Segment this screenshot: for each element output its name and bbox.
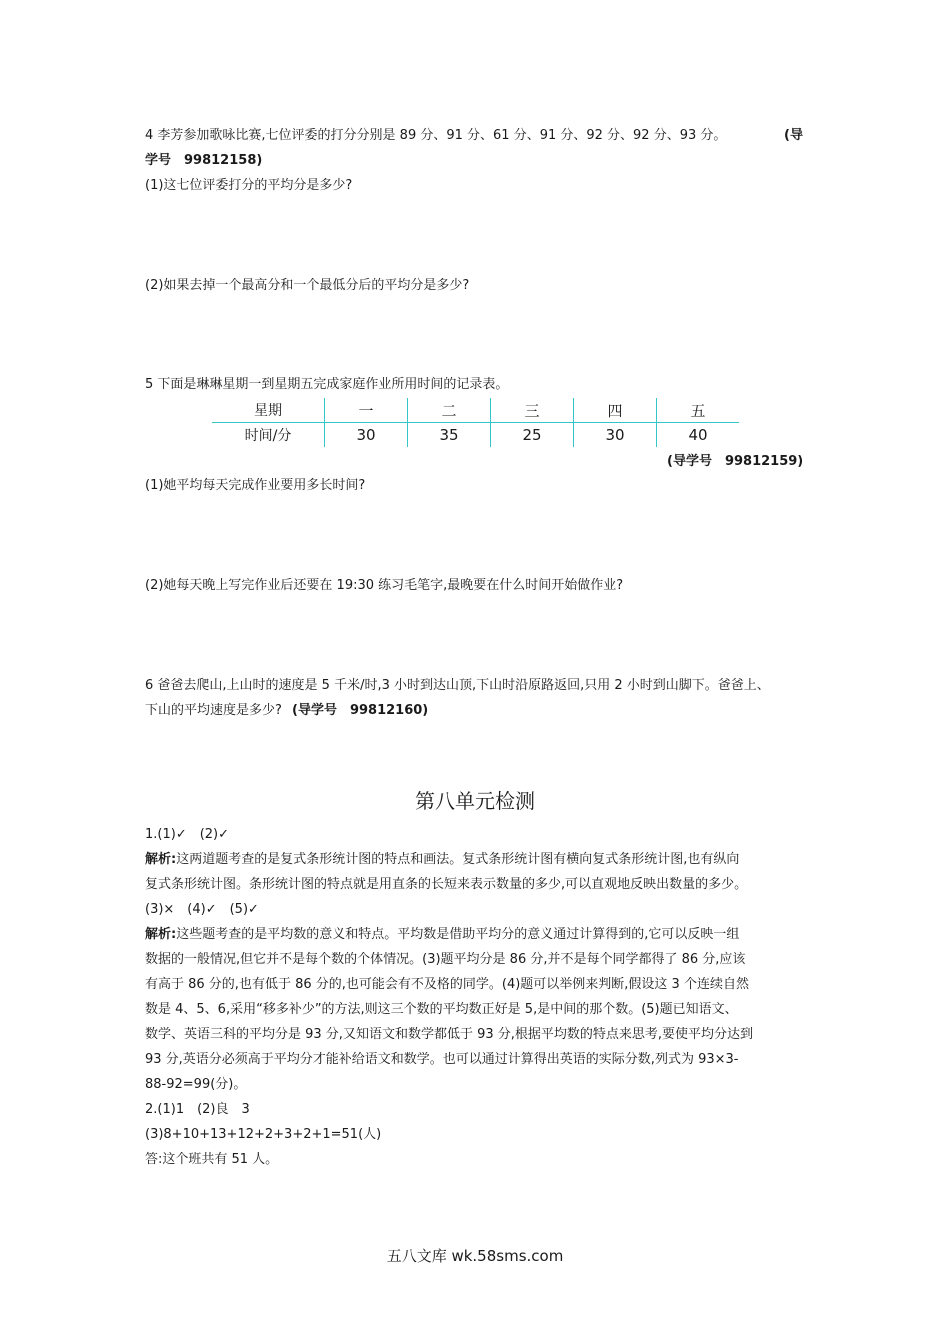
analysis-text: 这两道题考查的是复式条形统计图的特点和画法。复式条形统计图有横向复式条形统计图,也有纵向 — [176, 852, 740, 867]
q4-guide-number: 学号 99812158) — [145, 153, 263, 168]
table-cell: 30 — [574, 423, 657, 448]
analysis-2-line6: 93 分,英语分必须高于平均分才能补给语文和数学。也可以通过计算得出英语的实际分数,列式为 93×3- — [145, 1052, 739, 1067]
homework-time-table — [212, 398, 739, 447]
answer-2-1: 2.(1)1 (2)良 3 — [145, 1102, 250, 1117]
table-cell: 25 — [491, 423, 574, 448]
q4-guide-open: (导 — [784, 128, 803, 143]
q4-line1: 4 李芳参加歌咏比赛,七位评委的打分分别是 89 分、91 分、61 分、91 分、92 分、92 分、93 分。 — [145, 128, 727, 143]
analysis-2-line1 — [145, 925, 739, 945]
analysis-2-line2: 数据的一般情况,但它并不是每个数的个体情况。(3)题平均分是 86 分,并不是每个同学都得了 86 分,应该 — [145, 952, 746, 967]
table-cell: 30 — [325, 423, 408, 448]
table-header-weekday: 星期 — [212, 398, 325, 423]
table-cell: 40 — [657, 423, 740, 448]
table-cell: 五 — [657, 398, 740, 423]
q5-sub2: (2)她每天晚上写完作业后还要在 19:30 练习毛笔字,最晚要在什么时间开始做作业? — [145, 578, 624, 593]
q5-sub1: (1)她平均每天完成作业要用多长时间? — [145, 478, 366, 493]
section-title: 第八单元检测 — [415, 789, 535, 813]
table-header-time: 时间/分 — [244, 428, 292, 444]
footer-watermark: 五八文库 wk.58sms.com — [386, 1247, 564, 1265]
q6-guide-number: (导学号 99812160) — [292, 703, 429, 718]
table-cell: 四 — [574, 398, 657, 423]
q6-line2: 下山的平均速度是多少? — [145, 703, 282, 718]
q5-guide-number: (导学号 99812159) — [667, 454, 804, 469]
table-cell: 三 — [491, 398, 574, 423]
answer-2-conclusion: 答:这个班共有 51 人。 — [145, 1152, 279, 1167]
analysis-2-line7: 88-92=99(分)。 — [145, 1077, 247, 1092]
table-cell: 一 — [325, 398, 408, 423]
analysis-2-line3: 有高于 86 分的,也有低于 86 分的,也可能会有不及格的同学。(4)题可以举例来判断,假设这 3 个连续自然 — [145, 977, 749, 992]
table-cell: 二 — [408, 398, 491, 423]
answer-3-5: (3)× (4)✓ (5)✓ — [145, 902, 259, 917]
analysis-1-line1 — [145, 850, 739, 870]
q5-intro: 5 下面是琳琳星期一到星期五完成家庭作业所用时间的记录表。 — [145, 377, 509, 392]
q4-sub2: (2)如果去掉一个最高分和一个最低分后的平均分是多少? — [145, 278, 470, 293]
table-row — [212, 423, 739, 448]
analysis-text: 这些题考查的是平均数的意义和特点。平均数是借助平均分的意义通过计算得到的,它可以反映一组 — [176, 927, 740, 942]
q6-line1: 6 爸爸去爬山,上山时的速度是 5 千米/时,3 小时到达山顶,下山时沿原路返回,只用 2 小时到山脚下。爸爸上、 — [145, 678, 770, 693]
answer-2-3: (3)8+10+13+12+2+3+2+1=51(人) — [145, 1127, 382, 1142]
analysis-label: 解析: — [145, 927, 177, 942]
analysis-2-line5: 数学、英语三科的平均分是 93 分,又知语文和数学都低于 93 分,根据平均数的特点来思考,要使平均分达到 — [145, 1027, 754, 1042]
analysis-label: 解析: — [145, 852, 177, 867]
table-row — [212, 398, 739, 423]
q4-sub1: (1)这七位评委打分的平均分是多少? — [145, 178, 353, 193]
analysis-2-line4: 数是 4、5、6,采用“移多补少”的方法,则这三个数的平均数正好是 5,是中间的那个数。(5)题已知语文、 — [145, 1002, 738, 1017]
answer-1: 1.(1)✓ (2)✓ — [145, 827, 230, 842]
table-cell: 35 — [408, 423, 491, 448]
analysis-1-line2: 复式条形统计图。条形统计图的特点就是用直条的长短来表示数量的多少,可以直观地反映出数量的多少。 — [145, 877, 748, 892]
